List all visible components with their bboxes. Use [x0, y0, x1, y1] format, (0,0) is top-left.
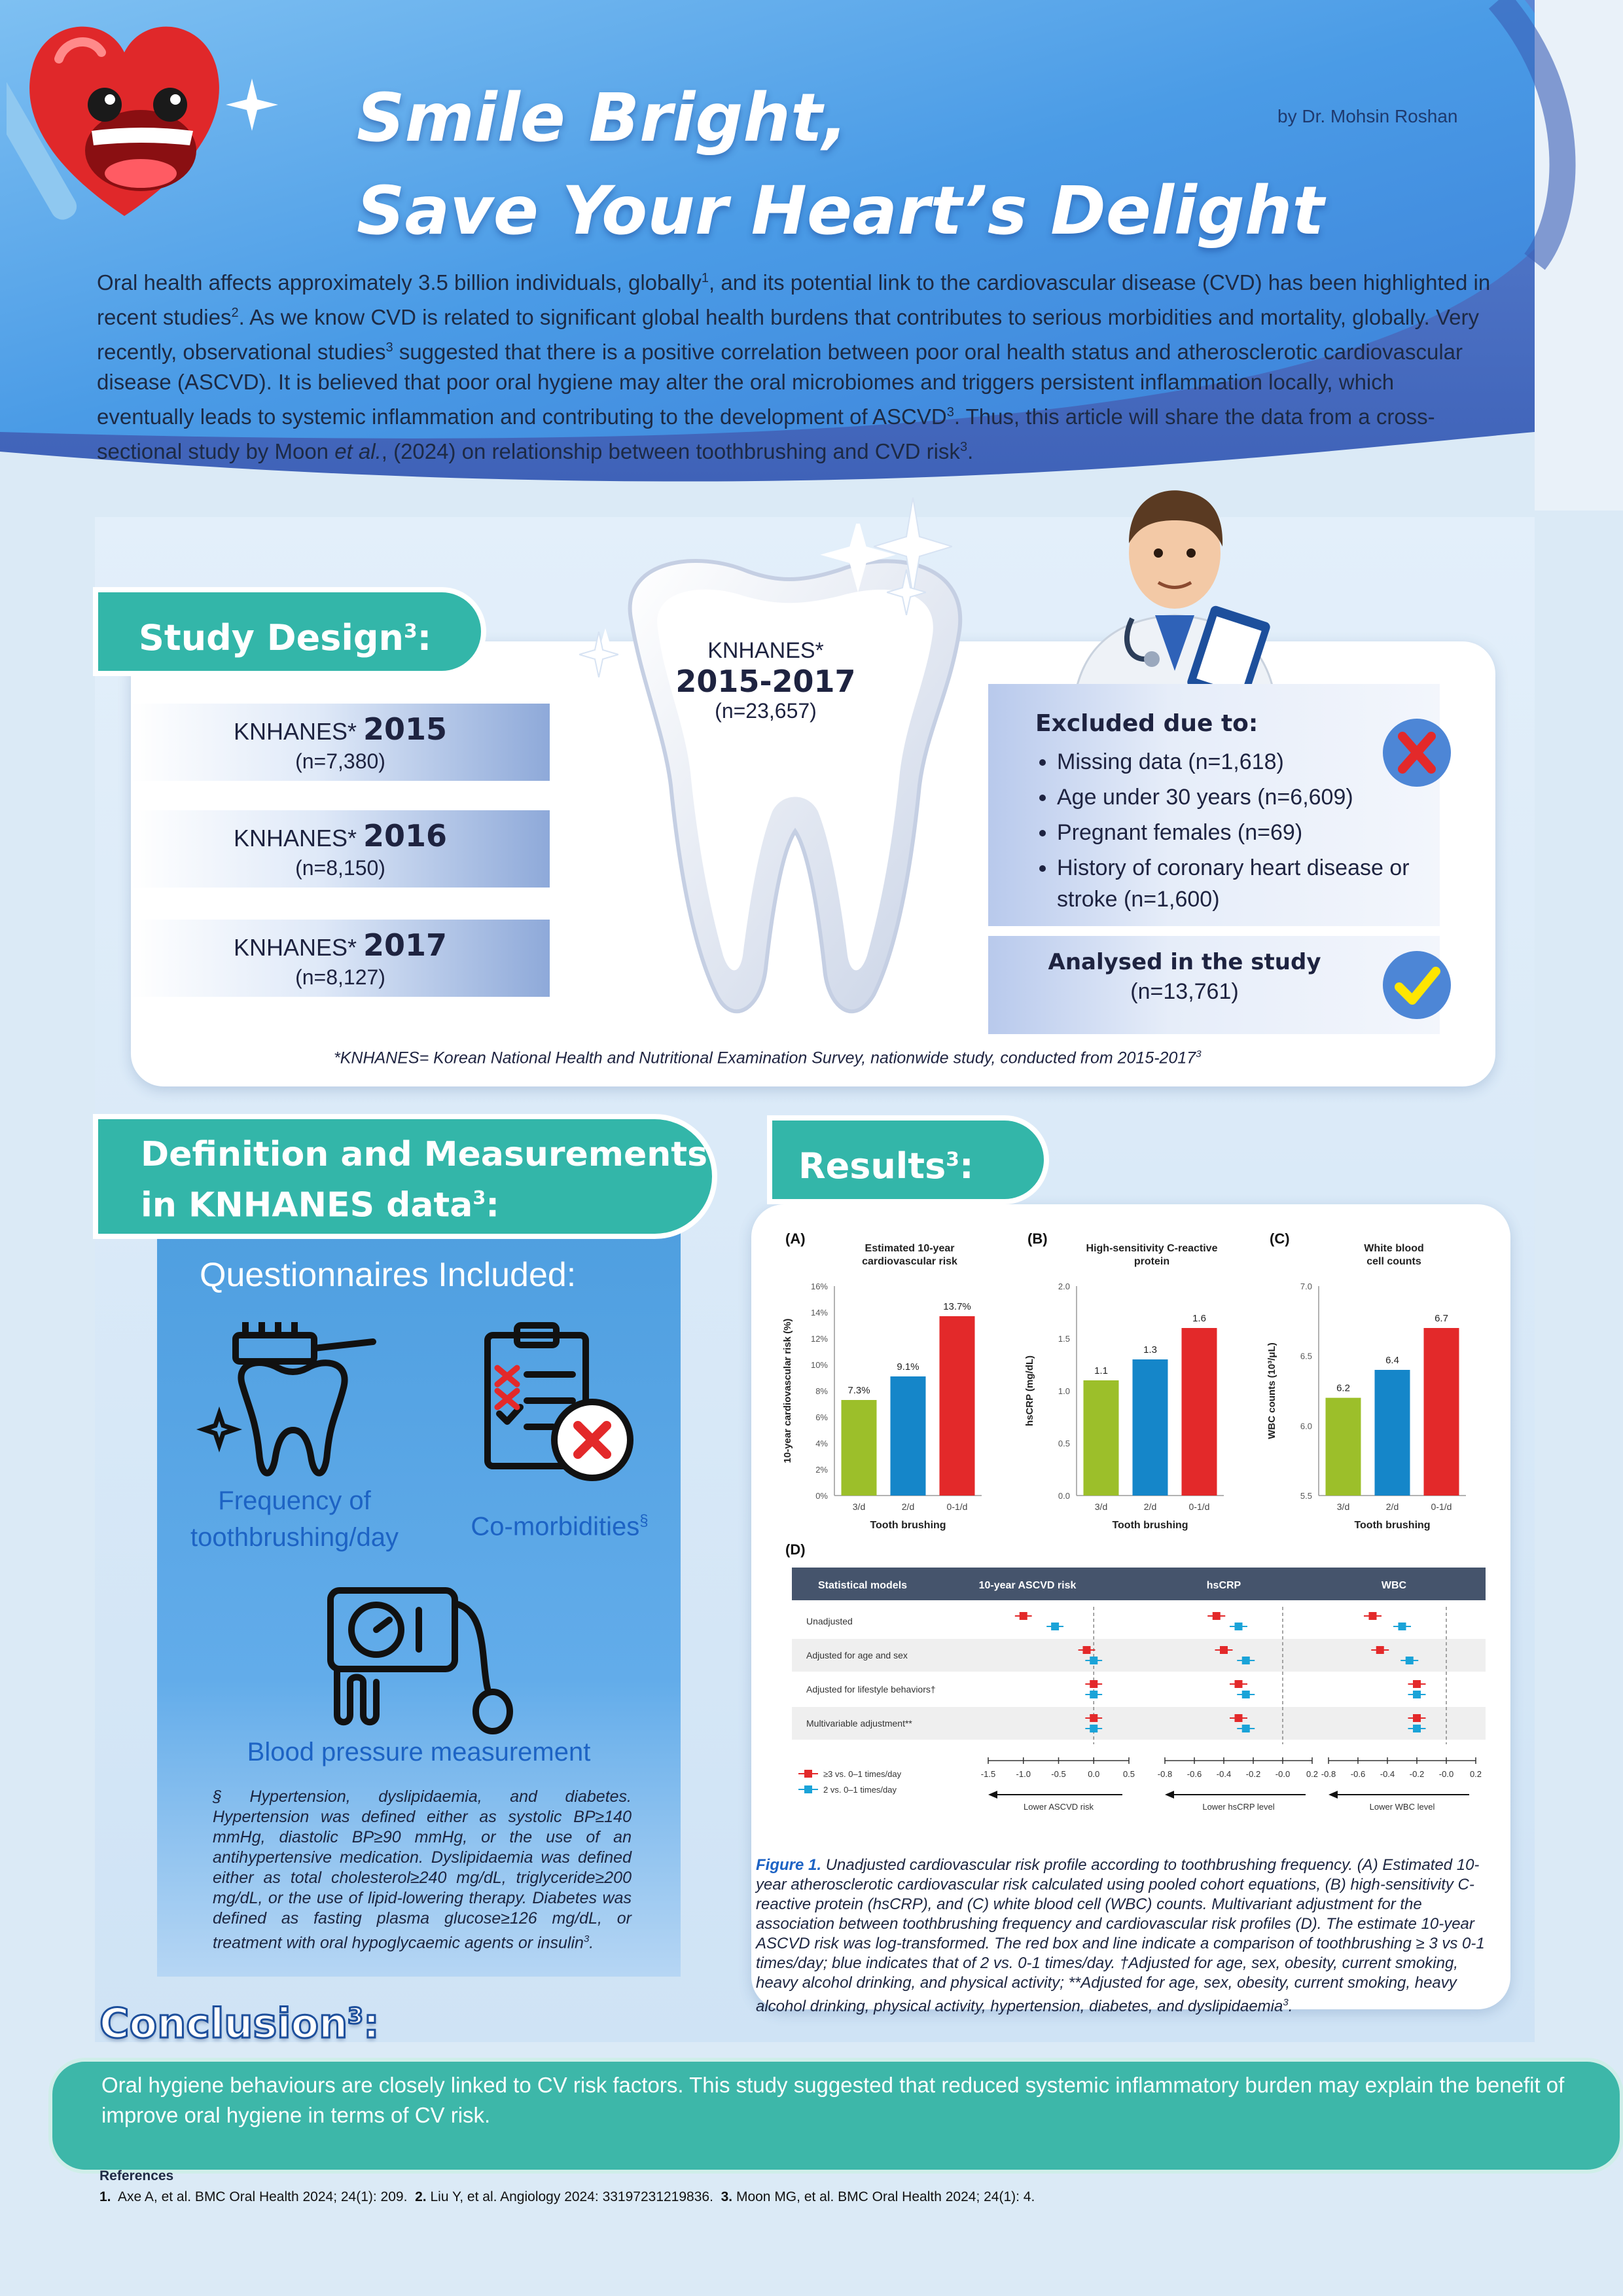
y-tick-label: 4% — [815, 1439, 828, 1448]
x-tick-label: 2/d — [1143, 1501, 1157, 1512]
title-line-2: Save Your Heart’s Delight — [357, 172, 1325, 250]
y-tick-label: 6.0 — [1300, 1421, 1312, 1431]
forest-tick-label: 0.2 — [1306, 1769, 1319, 1779]
forest-model-label: Adjusted for age and sex — [806, 1650, 908, 1660]
sparkle-icon — [226, 79, 278, 131]
x-axis-title: Tooth brushing — [1112, 1520, 1188, 1531]
bar-data-label: 1.6 — [1192, 1313, 1206, 1324]
x-tick-label: 3/d — [1094, 1501, 1108, 1512]
forest-tick-label: -0.0 — [1438, 1769, 1454, 1779]
bar — [891, 1376, 926, 1496]
panel-letter: (C) — [1270, 1230, 1290, 1247]
results-figure — [772, 1224, 1492, 1820]
comorbidity-footnote: § Hypertension, dyslipidaemia, and diabetes. Hypertension was defined either as systolic BP≥140 mmHg, diastolic BP≥90 mmHg, or the use of an antihypertensive medication. Dyslipidaemia was defined either as total cholesterol≥240 mg/dL, triglyceride≥200 mg/dL, or the use of lipid-lowering therapy. Diabetes was defined as fasting plasma glucose≥126 mg/dL, or treatment with oral hypoglycaemic agents or insulin$^3$. — [213, 1787, 632, 1952]
forest-point — [1220, 1646, 1228, 1654]
blood-pressure-label: Blood pressure measurement — [247, 1738, 591, 1767]
list-item: • Pregnant females (n=69) — [1057, 817, 1423, 848]
cohort-2015: KNHANES* 2015 (n=7,380) — [131, 704, 550, 781]
forest-tick-label: 0.2 — [1469, 1769, 1482, 1779]
x-tick-label: 3/d — [1336, 1501, 1350, 1512]
conclusion-heading: Conclusion$^3$: — [99, 2000, 380, 2047]
forest-model-label: Multivariable adjustment** — [806, 1718, 912, 1729]
x-tick-label: 0-1/d — [946, 1501, 968, 1512]
x-tick-label: 0-1/d — [1188, 1501, 1210, 1512]
forest-point — [1413, 1725, 1421, 1732]
y-tick-label: 1.0 — [1058, 1386, 1070, 1396]
bar — [1375, 1370, 1410, 1496]
arrow-head-icon — [1165, 1791, 1174, 1799]
check-icon — [1381, 949, 1453, 1021]
forest-model-label: Adjusted for lifestyle behaviors† — [806, 1684, 936, 1695]
chart-title: White blood — [1364, 1243, 1424, 1254]
forest-tick-label: -0.5 — [1051, 1769, 1066, 1779]
panel-letter: (A) — [785, 1230, 806, 1247]
forest-header-label: 10-year ASCVD risk — [978, 1580, 1077, 1591]
forest-point — [1235, 1714, 1243, 1722]
bar — [1133, 1359, 1168, 1496]
y-tick-label: 0.5 — [1058, 1439, 1070, 1448]
cohort-2016: KNHANES* 2016 (n=8,150) — [131, 810, 550, 888]
x-axis-title: Tooth brushing — [1354, 1520, 1431, 1531]
results-heading: Results$^3$: — [772, 1121, 1044, 1199]
forest-point — [1051, 1623, 1059, 1630]
chart-title: protein — [1133, 1256, 1170, 1267]
comorbidities-label: Co-morbidities§ — [471, 1512, 649, 1541]
forest-tick-label: -0.8 — [1321, 1769, 1336, 1779]
bar-data-label: 6.7 — [1435, 1313, 1448, 1324]
forest-direction-label: Lower ASCVD risk — [1024, 1802, 1094, 1812]
bar — [842, 1400, 877, 1496]
forest-point — [1235, 1623, 1243, 1630]
blood-pressure-monitor-icon — [324, 1584, 520, 1734]
y-tick-label: 1.5 — [1058, 1334, 1070, 1344]
list-item: • Age under 30 years (n=6,609) — [1057, 781, 1423, 813]
forest-tick-label: 0.5 — [1122, 1769, 1135, 1779]
chart-title: cell counts — [1366, 1256, 1421, 1267]
y-tick-label: 10% — [810, 1360, 828, 1370]
forest-point — [1399, 1623, 1406, 1630]
tooth-illustration — [592, 524, 998, 1034]
bar — [1424, 1328, 1459, 1496]
forest-tick-label: -0.6 — [1350, 1769, 1366, 1779]
y-tick-label: 2.0 — [1058, 1282, 1070, 1291]
y-tick-label: 12% — [810, 1334, 828, 1344]
bar — [1084, 1380, 1119, 1496]
list-item: • History of coronary heart disease or stroke (n=1,600) — [1057, 852, 1423, 915]
forest-tick-label: -0.2 — [1245, 1769, 1261, 1779]
toothbrushing-icon — [196, 1322, 380, 1486]
y-axis-title: hsCRP (mg/dL) — [1024, 1355, 1035, 1427]
bar-data-label: 6.4 — [1385, 1355, 1399, 1366]
forest-point — [1090, 1725, 1097, 1732]
x-tick-label: 2/d — [901, 1501, 915, 1512]
forest-point — [1406, 1657, 1414, 1664]
y-axis-title: WBC counts (10³/μL) — [1266, 1342, 1277, 1439]
chart-title: High-sensitivity C-reactive — [1086, 1243, 1218, 1254]
bar — [1182, 1328, 1217, 1496]
forest-direction-label: Lower hsCRP level — [1202, 1802, 1275, 1812]
excluded-list — [1021, 733, 1423, 915]
forest-point — [1413, 1680, 1421, 1688]
sparkle-icon — [887, 569, 926, 615]
x-tick-label: 3/d — [852, 1501, 866, 1512]
forest-header-label: hsCRP — [1206, 1580, 1241, 1591]
y-tick-label: 0.0 — [1058, 1491, 1070, 1501]
chart-title: Estimated 10-year — [865, 1243, 955, 1254]
y-tick-label: 8% — [815, 1386, 828, 1396]
forest-point — [1090, 1680, 1097, 1688]
forest-point — [1242, 1691, 1250, 1698]
forest-tick-label: -0.4 — [1216, 1769, 1232, 1779]
forest-header-label: WBC — [1381, 1580, 1407, 1591]
analysed-label: Analysed in the study (n=13,761) — [1048, 949, 1321, 1004]
legend-marker — [804, 1785, 812, 1793]
forest-tick-label: -0.4 — [1380, 1769, 1395, 1779]
forest-tick-label: -0.6 — [1186, 1769, 1202, 1779]
y-tick-label: 2% — [815, 1465, 828, 1475]
study-design-heading: Study Design$^3$: — [98, 592, 481, 671]
arrow-head-icon — [988, 1791, 997, 1799]
forest-point — [1083, 1646, 1091, 1654]
author-byline: by Dr. Mohsin Roshan — [1277, 106, 1458, 126]
knhanes-footnote: *KNHANES= Korean National Health and Nutritional Examination Survey, nationwide study, conducted from 2015-2017$^3$ — [334, 1049, 1202, 1067]
forest-point — [1413, 1691, 1421, 1698]
forest-tick-label: -0.2 — [1409, 1769, 1425, 1779]
forest-point — [1090, 1714, 1097, 1722]
y-tick-label: 6% — [815, 1412, 828, 1422]
clipboard-checklist-icon — [481, 1322, 638, 1486]
page-title — [357, 72, 1324, 258]
heart-mascot-illustration — [7, 0, 242, 236]
references-list: 1. Axe A, et al. BMC Oral Health 2024; 24(1): 209. 2. Liu Y, et al. Angiology 2024: 33197231219836. 3. Moon MG, et al. BMC Oral Health 2024; 24(1): 4. — [99, 2189, 1035, 2204]
forest-point — [1369, 1612, 1377, 1620]
bar-data-label: 7.3% — [847, 1385, 870, 1396]
legend-label: 2 vs. 0–1 times/day — [823, 1785, 897, 1795]
doctor-illustration — [1060, 475, 1289, 707]
x-axis-title: Tooth brushing — [870, 1520, 946, 1531]
forest-tick-label: -1.0 — [1016, 1769, 1031, 1779]
forest-point — [1090, 1657, 1097, 1664]
forest-tick-label: 0.0 — [1088, 1769, 1100, 1779]
chart-title: cardiovascular risk — [862, 1256, 957, 1267]
y-tick-label: 16% — [810, 1282, 828, 1291]
x-tick-label: 2/d — [1385, 1501, 1399, 1512]
figure-caption: Figure 1. Unadjusted cardiovascular risk profile according to toothbrushing frequency. (A) Estimated 10-year atherosclerotic cardiovascular risk calculated using pooled cohort equations, (B) high-sensitivity C-reactive protein (hsCRP), and (C) white blood cell (WBC) counts. Multivariant adjustment for the association between toothbrushing frequency and cardiovascular risk profiles (D). The estimate 10-year ASCVD risk was log-transformed. The red box and line indicate a comparison of toothbrushing ≥ 3 vs 0-1 times/day; blue indicates that of 2 vs. 0-1 times/day. †Adjusted for age, sex, obesity, current smoking, heavy alcohol drinking, and physical activity; **Adjusted for age, sex, obesity, current smoking, heavy alcohol drinking, physical activity, hypertension, diabetes, and dyslipidaemia$^3$. — [756, 1856, 1485, 2015]
forest-header-label: Statistical models — [818, 1580, 908, 1591]
bar-data-label: 1.1 — [1094, 1365, 1108, 1376]
cross-icon — [1381, 717, 1453, 789]
forest-tick-label: -1.5 — [980, 1769, 996, 1779]
questionnaires-heading: Questionnaires Included: — [200, 1256, 577, 1294]
arrow-head-icon — [1329, 1791, 1338, 1799]
forest-point — [1413, 1714, 1421, 1722]
y-tick-label: 5.5 — [1300, 1491, 1312, 1501]
legend-label: ≥3 vs. 0–1 times/day — [823, 1769, 902, 1779]
definitions-heading: Definition and Measurements in KNHANES data$^3$: — [98, 1119, 712, 1234]
panel-letter: (D) — [785, 1541, 806, 1558]
list-item: • Missing data (n=1,618) — [1057, 746, 1423, 778]
forest-tick-label: -0.8 — [1157, 1769, 1173, 1779]
forest-point — [1213, 1612, 1221, 1620]
forest-point — [1376, 1646, 1384, 1654]
forest-point — [1242, 1657, 1250, 1664]
forest-direction-label: Lower WBC level — [1369, 1802, 1435, 1812]
bar-data-label: 6.2 — [1336, 1382, 1350, 1394]
forest-model-label: Unadjusted — [806, 1616, 853, 1626]
intro-paragraph: Oral health affects approximately 3.5 billion individuals, globally$^1$, and its potential link to the cardiovascular disease (CVD) has been highlighted in recent studies$^2$. As we know CVD is related to significant global health burdens that contributes to serious morbidities and mortality, globally. Very recently, observational studies$^3$ suggested that there is a positive correlation between poor oral health status and atherosclerotic cardiovascular disease (ASCVD). It is believed that poor oral hygiene may alter the oral microbiomes and triggers persistent inflammation locally, which eventually leads to systemic inflammation and contributing to the development of ASCVD$^3$. Thus, this article will share the data from a cross-sectional study by Moon et al., (2024) on relationship between toothbrushing and CVD risk$^3$. — [97, 270, 1491, 463]
legend-marker — [804, 1770, 812, 1778]
y-tick-label: 0% — [815, 1491, 828, 1501]
x-tick-label: 0-1/d — [1431, 1501, 1452, 1512]
y-tick-label: 7.0 — [1300, 1282, 1312, 1291]
cohort-2017: KNHANES* 2017 (n=8,127) — [131, 920, 550, 997]
bar-data-label: 1.3 — [1143, 1344, 1157, 1355]
forest-point — [1020, 1612, 1027, 1620]
bar — [940, 1316, 975, 1496]
title-line-1: Smile Bright, — [357, 79, 848, 157]
y-tick-label: 6.5 — [1300, 1351, 1312, 1361]
y-tick-label: 14% — [810, 1308, 828, 1318]
sparkle-icon — [579, 632, 618, 677]
conclusion-text: Oral hygiene behaviours are closely linked to CV risk factors. This study suggested that reduced systemic inflammatory burden may explain the benefit of improve oral hygiene in terms of CV risk. — [101, 2073, 1565, 2127]
references-heading: References — [99, 2168, 174, 2183]
toothbrushing-label: Frequency of toothbrushing/day — [190, 1486, 399, 1552]
bar — [1326, 1398, 1361, 1496]
bar-data-label: 9.1% — [897, 1361, 919, 1372]
forest-point — [1090, 1691, 1097, 1698]
y-axis-title: 10-year cardiovascular risk (%) — [782, 1318, 793, 1463]
pooled-cohort-label: KNHANES* 2015-2017 (n=23,657) — [675, 638, 856, 723]
panel-letter: (B) — [1027, 1230, 1048, 1247]
bar-data-label: 13.7% — [943, 1301, 971, 1312]
forest-point — [1242, 1725, 1250, 1732]
forest-tick-label: -0.0 — [1275, 1769, 1291, 1779]
excluded-title: Excluded due to: — [1035, 710, 1258, 737]
forest-point — [1235, 1680, 1243, 1688]
